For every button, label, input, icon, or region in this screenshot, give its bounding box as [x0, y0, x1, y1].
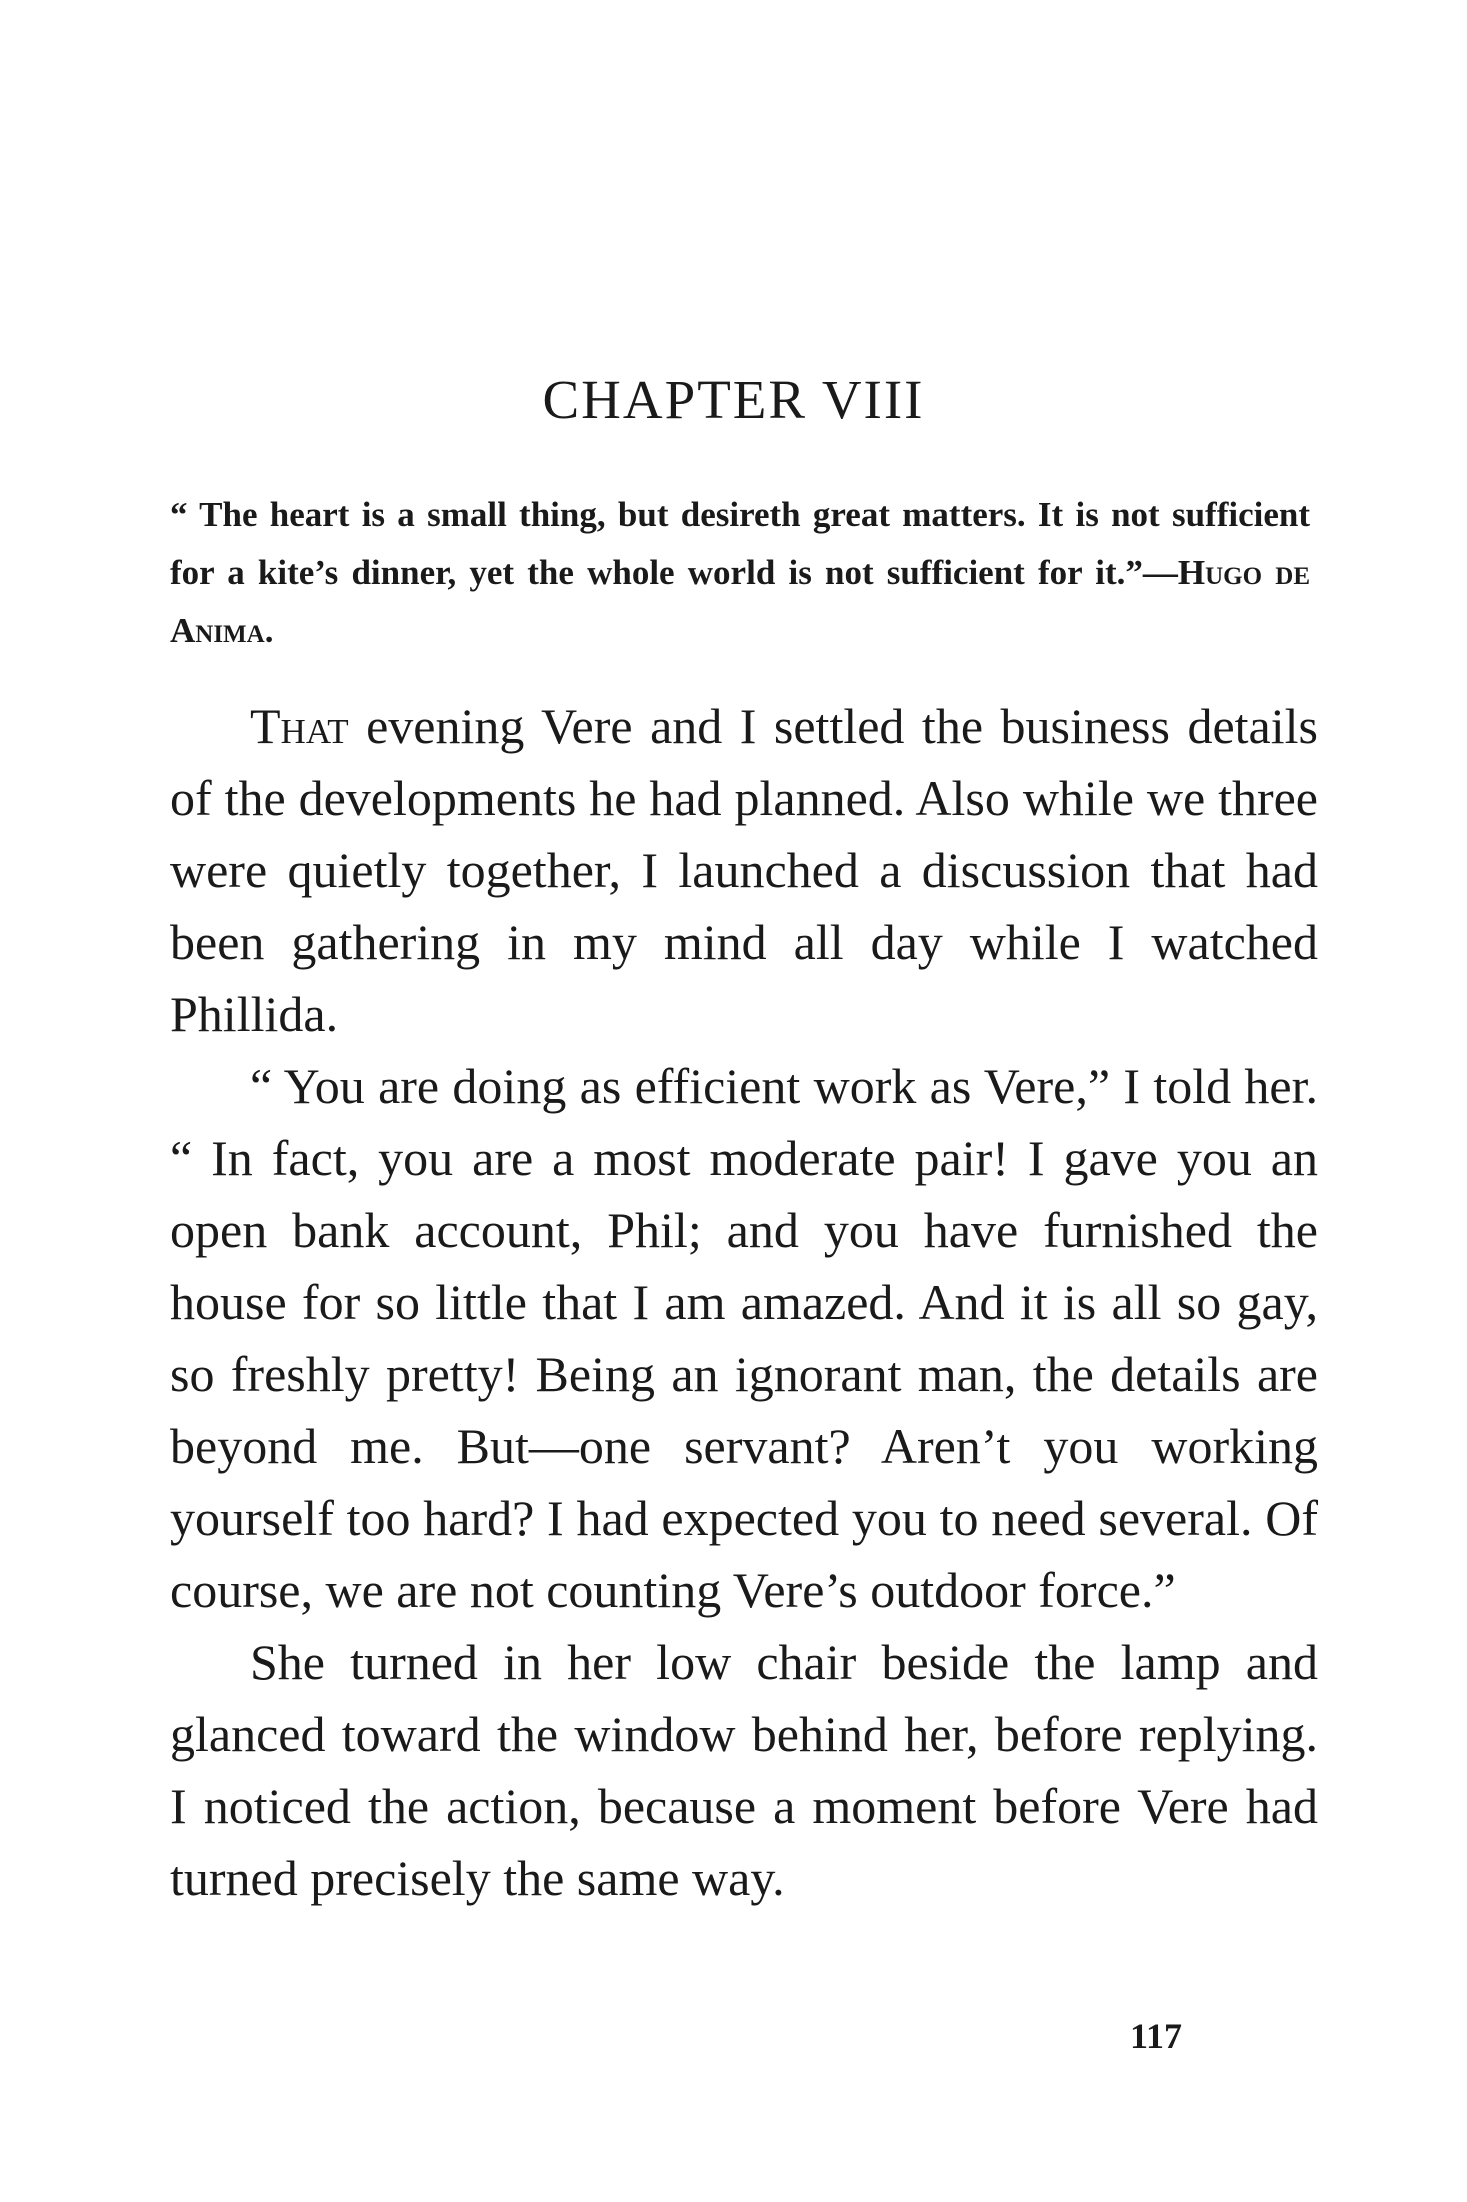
epigraph-quote: “ The heart is a small thing, but desireth great matters. It is not sufficient for a kite’s dinner, yet the whole world is not sufficient for it.”— — [170, 495, 1310, 592]
chapter-title: CHAPTER VIII — [542, 369, 925, 430]
paragraph-2: “ You are doing as efficient work as Vere,” I told her. “ In fact, you are a most moderate pair! I gave you an open bank account, Phil; and you have furnished the house for so little that I am amazed. And it is all so gay, so freshly pretty! Being an ignorant man, the details are beyond me. But—one servant? Aren’t you working yourself too hard? I had expected you to need several. Of course, we are not counting Vere’s outdoor force.” — [170, 1058, 1318, 1618]
paragraph-lead-word: That — [250, 698, 349, 754]
page-number: 117 — [1130, 2016, 1183, 2056]
epigraph-attribution: Hugo de Anima. — [170, 553, 1310, 650]
paragraph-text: evening Vere and I settled the business details of the developments he had planned. Also while we three were quietly together, I launched a discussion that had been gathering in my mind all day while I watched Phillida. — [170, 698, 1318, 1042]
paragraph-1 — [170, 690, 1318, 1050]
body-text — [170, 690, 1318, 1914]
epigraph — [170, 486, 1310, 660]
paragraph-3: She turned in her low chair beside the lamp and glanced toward the window behind her, before replying. I noticed the action, because a moment before Vere had turned precisely the same way. — [170, 1634, 1318, 1906]
